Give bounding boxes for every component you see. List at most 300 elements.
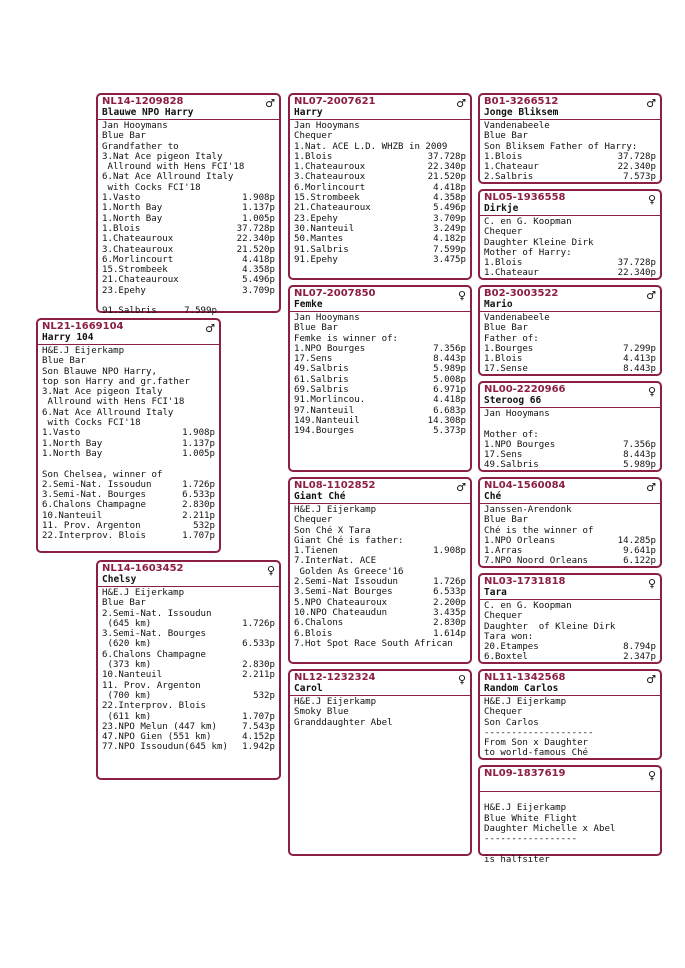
result-label: 47.NPO Gien (551 km) [102, 732, 212, 743]
card-header [290, 479, 470, 504]
result-label: 17.Sens [294, 354, 333, 365]
pigeon-name: Chelsy [102, 574, 137, 585]
info-line: Blue Bar [294, 323, 338, 334]
card-body [290, 696, 470, 728]
result-label: (700 km) [102, 690, 152, 701]
info-line: Jan Hooymans [102, 121, 168, 131]
result-row [294, 385, 466, 395]
ring-number: NL14-1209828 [102, 96, 184, 107]
result-label: 3.Semi-Nat Bourges [294, 587, 393, 598]
female-symbol-icon: ♀ [266, 564, 275, 577]
result-value: 6.533p [182, 490, 215, 501]
info-line: -------------------- [484, 727, 594, 738]
result-row [42, 439, 215, 449]
result-row [294, 245, 466, 255]
info-line: Allround with Hens FCI'18 [102, 162, 245, 173]
info-line [484, 844, 656, 854]
info-line: Chequer [294, 515, 333, 526]
result-row [294, 172, 466, 182]
result-label: 6.Morlincourt [102, 254, 174, 265]
result-label: 97.Nanteuil [294, 405, 355, 416]
card-body [290, 312, 470, 437]
result-value: 4.418p [433, 395, 466, 406]
pigeon-card-blauwe-npo-harry [96, 93, 281, 317]
result-row [102, 245, 275, 255]
pigeon-name: Jonge Bliksem [484, 107, 559, 118]
result-row [294, 214, 466, 224]
info-line: H&E.J Eijerkamp [484, 803, 567, 814]
result-value: 1.005p [242, 213, 275, 224]
info-line: C. en G. Koopman [484, 601, 572, 611]
info-line: 22.Interprov. Blois [102, 701, 207, 712]
result-row [294, 162, 466, 172]
result-value: 37.728p [427, 151, 466, 162]
result-row [294, 364, 466, 374]
pigeon-name: Carol [294, 683, 323, 694]
card-header [290, 95, 470, 120]
result-label: 1.Blois [484, 258, 523, 269]
result-label: 50.Mantes [294, 234, 344, 245]
result-label: 17.Sense [484, 364, 528, 375]
female-symbol-icon: ♀ [647, 769, 656, 782]
result-label: 6.Chalons Champagne [42, 500, 147, 511]
info-line: top son Harry and gr.father [42, 376, 190, 387]
pigeon-name: Femke [294, 299, 323, 310]
info-line: Blue Bar [484, 515, 528, 526]
result-row [102, 712, 275, 722]
result-label: 6.Boxtel [484, 652, 528, 663]
result-value: 22.340p [617, 268, 656, 279]
result-label: 6.Chalons [294, 618, 344, 629]
info-line [484, 793, 656, 803]
ring-number: NL03-1731818 [484, 576, 566, 587]
result-label: 11. Prov. Argenton [42, 521, 141, 532]
info-line: Chequer [484, 611, 523, 622]
result-row [42, 428, 215, 438]
result-value: 2.830p [242, 660, 275, 671]
result-label: 91.Epehy [294, 254, 338, 265]
result-label: 77.NPO Issoudun(645 km) [102, 742, 228, 753]
result-row [484, 258, 656, 268]
pigeon-name: Dirkje [484, 203, 519, 214]
info-line [102, 296, 275, 306]
result-row [102, 660, 275, 670]
info-line: 3.Semi-Nat. Bourges [102, 629, 207, 640]
pigeon-card-nl09-1837619 [478, 765, 662, 865]
result-row [294, 608, 466, 618]
info-line: 7.InterNat. ACE [294, 556, 377, 567]
ring-number: NL07-2007850 [294, 288, 376, 299]
result-row [294, 152, 466, 162]
result-label: 10.Nanteuil [42, 510, 103, 521]
result-row [294, 395, 466, 405]
result-value: 1.908p [242, 193, 275, 204]
result-label: 1.Vasto [102, 193, 141, 204]
pigeon-card-femke [288, 285, 472, 472]
result-row [42, 531, 215, 541]
result-row [294, 234, 466, 244]
result-label: 23.Epehy [294, 213, 338, 224]
result-row [484, 344, 656, 354]
result-row [484, 652, 656, 662]
result-value: 4.418p [242, 254, 275, 265]
result-row [294, 193, 466, 203]
info-line: 7.Hot Spot Race South African [294, 638, 453, 649]
card-body [480, 408, 660, 471]
result-value: 5.373p [433, 426, 466, 437]
info-line: Janssen-Arendonk [484, 505, 572, 515]
result-label: 1.North Bay [42, 448, 103, 459]
info-line: Ché is the winner of [484, 525, 594, 536]
result-value: 37.728p [236, 223, 275, 234]
result-row [102, 619, 275, 629]
info-line: Mother of Harry: [484, 247, 572, 258]
info-line: Son Bliksem Father of Harry: [484, 141, 638, 152]
ring-number: NL07-2007621 [294, 96, 376, 107]
result-row [102, 214, 275, 224]
result-value: 37.728p [617, 151, 656, 162]
result-row [484, 460, 656, 470]
result-row [484, 556, 656, 566]
result-value: 1.908p [182, 428, 215, 439]
result-value: 22.340p [617, 162, 656, 173]
result-row [102, 722, 275, 732]
info-line: Vandenabeele [484, 121, 550, 131]
result-value: 532p [193, 521, 215, 532]
result-label: 194.Bourges [294, 426, 355, 437]
result-label: 1.NPO Orleans [484, 535, 556, 546]
info-line: 91.Salbris 7.599p [102, 306, 217, 317]
pigeon-card-harry-104 [36, 318, 221, 553]
result-value: 22.340p [427, 162, 466, 173]
pigeon-name: Harry 104 [42, 332, 94, 343]
card-header [480, 479, 660, 504]
result-label: 1.North Bay [102, 213, 163, 224]
result-value: 8.443p [433, 354, 466, 365]
card-body [480, 312, 660, 375]
result-value: 7.599p [433, 244, 466, 255]
result-label: 1.Blois [102, 223, 141, 234]
info-line: Chequer [484, 707, 523, 718]
info-line: Blue Bar [484, 323, 528, 334]
card-header [480, 287, 660, 312]
result-value: 532p [253, 690, 275, 701]
card-header [480, 383, 660, 408]
card-body [480, 696, 660, 759]
pigeon-name: Random Carlos [484, 683, 559, 694]
result-value: 1.726p [242, 618, 275, 629]
info-line: Jan Hooymans [484, 409, 550, 419]
info-line: H&E.J Eijerkamp [294, 697, 377, 707]
result-row [294, 426, 466, 436]
result-row [294, 406, 466, 416]
male-symbol-icon: ♂ [646, 673, 656, 686]
result-value: 7.543p [242, 721, 275, 732]
result-value: 2.200p [433, 597, 466, 608]
info-line: Blue Bar [484, 131, 528, 142]
result-value: 7.356p [433, 343, 466, 354]
card-header [290, 671, 470, 696]
result-value: 7.573p [623, 172, 656, 183]
result-value: 1.707p [182, 531, 215, 542]
result-label: 17.Sens [484, 450, 523, 461]
result-value: 4.358p [433, 193, 466, 204]
result-row [484, 450, 656, 460]
info-line: Daughter Michelle x Abel [484, 823, 616, 834]
result-value: 2.830p [182, 500, 215, 511]
result-label: 91.Morlincou. [294, 395, 366, 406]
result-row [42, 511, 215, 521]
result-row [102, 265, 275, 275]
result-value: 6.683p [433, 405, 466, 416]
male-symbol-icon: ♂ [646, 97, 656, 110]
result-label: 15.Strombeek [102, 265, 168, 276]
result-label: 3.Semi-Nat. Bourges [42, 490, 147, 501]
info-line: Daughter of Kleine Dirk [484, 621, 616, 632]
pigeon-name: Blauwe NPO Harry [102, 107, 194, 118]
result-label: 1.Arras [484, 546, 523, 557]
pigeon-card-chelsy [96, 560, 281, 780]
result-row [102, 275, 275, 285]
result-row [484, 354, 656, 364]
result-label: 6.Morlincourt [294, 182, 366, 193]
card-body [480, 216, 660, 279]
result-value: 1.614p [433, 628, 466, 639]
pigeon-card-dirkje [478, 189, 662, 280]
info-line: Blue White Flight [484, 813, 578, 824]
info-line: Blue Bar [42, 356, 86, 367]
result-label: 5.NPO Chateauroux [294, 597, 388, 608]
info-line: Father of: [484, 333, 539, 344]
info-line: Blue Bar [102, 598, 146, 609]
info-line: with Cocks FCI'18 [42, 418, 141, 429]
info-line: Vandenabeele [484, 313, 550, 323]
result-row [102, 234, 275, 244]
info-line [42, 459, 215, 469]
pigeon-name: Ché [484, 491, 502, 502]
result-value: 1.707p [242, 711, 275, 722]
result-value: 2.211p [242, 670, 275, 681]
info-line: Tara won: [484, 631, 534, 642]
pigeon-card-che [478, 477, 662, 568]
result-label: 1.NPO Bourges [294, 343, 366, 354]
info-line: 3.Nat Ace pigeon Italy [42, 387, 163, 398]
result-value: 5.989p [433, 364, 466, 375]
result-label: 1.North Bay [102, 203, 163, 214]
result-label: 30.Nanteuil [294, 223, 355, 234]
info-line: Chequer [294, 131, 333, 142]
result-value: 8.443p [623, 450, 656, 461]
result-label: (611 km) [102, 711, 152, 722]
result-label: 23.NPO Melun (447 km) [102, 721, 217, 732]
female-symbol-icon: ♀ [457, 289, 466, 302]
result-label: 10.NPO Chateaudun [294, 607, 388, 618]
ring-number: NL14-1603452 [102, 563, 184, 574]
result-row [294, 203, 466, 213]
pigeon-card-tara [478, 573, 662, 664]
result-value: 7.356p [623, 439, 656, 450]
info-line: with Cocks FCI'18 [102, 182, 201, 193]
info-line: 2.Semi-Nat. Issoudun [102, 608, 212, 619]
info-line: From Son x Daughter [484, 738, 589, 749]
info-line: H&E.J Eijerkamp [294, 505, 377, 515]
result-value: 5.496p [433, 203, 466, 214]
card-body [480, 120, 660, 183]
info-line: Golden As Greece'16 [294, 566, 404, 577]
pigeon-card-jonge-bliksem [478, 93, 662, 184]
result-value: 6.533p [242, 639, 275, 650]
card-body [98, 120, 279, 317]
info-line: 3.Nat Ace pigeon Italy [102, 151, 223, 162]
result-row [42, 521, 215, 531]
result-value: 2.347p [623, 652, 656, 663]
result-row [294, 598, 466, 608]
ring-number: B01-3266512 [484, 96, 559, 107]
info-line: Son Ché X Tara [294, 525, 371, 536]
result-label: 2.Semi-Nat Issoudun [294, 577, 399, 588]
result-label: 23.Epehy [102, 285, 146, 296]
result-label: 1.Chateaur [484, 268, 539, 279]
result-value: 5.008p [433, 374, 466, 385]
card-header [480, 191, 660, 216]
info-line: Allround with Hens FCI'18 [42, 397, 185, 408]
female-symbol-icon: ♀ [457, 673, 466, 686]
result-row [294, 618, 466, 628]
result-row [102, 203, 275, 213]
result-label: 91.Salbris [294, 244, 349, 255]
result-row [102, 286, 275, 296]
result-label: 1.Blois [294, 151, 333, 162]
result-label: 49.Salbris [484, 460, 539, 471]
result-label: 1.Chateaur [484, 162, 539, 173]
card-header [98, 562, 279, 587]
result-row [294, 344, 466, 354]
result-label: 2.Semi-Nat. Issoudun [42, 479, 152, 490]
result-value: 5.989p [623, 460, 656, 471]
result-label: 1.Vasto [42, 428, 81, 439]
card-body [98, 587, 279, 753]
result-value: 1.726p [433, 577, 466, 588]
pigeon-card-harry [288, 93, 472, 280]
result-row [102, 639, 275, 649]
result-row [294, 416, 466, 426]
result-row [484, 546, 656, 556]
result-value: 6.971p [433, 385, 466, 396]
result-value: 1.137p [242, 203, 275, 214]
pigeon-card-random-carlos [478, 669, 662, 760]
result-label: 1.Bourges [484, 343, 534, 354]
result-row [102, 255, 275, 265]
info-line: H&E.J Eijerkamp [484, 697, 567, 707]
info-line: 6.Nat Ace Allround Italy [42, 407, 174, 418]
result-value: 4.413p [623, 354, 656, 365]
result-value: 1.908p [433, 546, 466, 557]
card-header [38, 320, 219, 345]
result-value: 5.496p [242, 275, 275, 286]
result-label: (373 km) [102, 660, 152, 671]
result-row [484, 172, 656, 182]
info-line: Blue Bar [102, 131, 146, 142]
card-body [290, 120, 470, 265]
info-line: C. en G. Koopman [484, 217, 572, 227]
result-label: 3.Chateauroux [294, 172, 366, 183]
result-row [102, 732, 275, 742]
card-header [480, 671, 660, 696]
card-body [480, 792, 660, 865]
result-label: 20.Etampes [484, 642, 539, 653]
info-line: H&E.J Eijerkamp [42, 346, 125, 356]
info-line: Chequer [484, 227, 523, 238]
result-value: 37.728p [617, 258, 656, 269]
result-label: 10.Nanteuil [102, 670, 163, 681]
pigeon-card-steroog-66 [478, 381, 662, 472]
result-row [484, 440, 656, 450]
info-line: ----------------- [484, 834, 578, 845]
info-line: Giant Ché is father: [294, 535, 404, 546]
result-value: 4.182p [433, 234, 466, 245]
info-line: Son Blauwe NPO Harry, [42, 366, 157, 377]
result-label: 21.Chateauroux [102, 275, 179, 286]
result-row [294, 375, 466, 385]
result-row [102, 193, 275, 203]
info-line: is halfsiter [484, 854, 550, 865]
card-header [480, 575, 660, 600]
result-value: 21.520p [427, 172, 466, 183]
result-row [294, 587, 466, 597]
info-line: Jan Hooymans [294, 313, 360, 323]
result-value: 1.942p [242, 742, 275, 753]
ring-number: NL21-1669104 [42, 321, 124, 332]
result-row [42, 480, 215, 490]
pigeon-name: Giant Ché [294, 491, 346, 502]
result-label: 2.Salbris [484, 172, 534, 183]
result-value: 3.709p [242, 285, 275, 296]
card-body [290, 504, 470, 649]
result-label: 7.NPO Noord Orleans [484, 556, 589, 567]
result-row [484, 268, 656, 278]
pigeon-card-carol [288, 669, 472, 856]
result-row [294, 354, 466, 364]
result-value: 3.709p [433, 213, 466, 224]
result-label: 1.Chateauroux [294, 162, 366, 173]
result-value: 8.794p [623, 642, 656, 653]
ring-number: B02-3003522 [484, 288, 559, 299]
result-label: (645 km) [102, 618, 152, 629]
info-line: Son Chelsea, winner of [42, 469, 163, 480]
result-row [102, 670, 275, 680]
result-row [42, 449, 215, 459]
info-line: to world-famous Ché [484, 748, 589, 759]
info-line: 6.Chalons Champagne [102, 649, 207, 660]
result-row [102, 742, 275, 752]
result-label: 69.Salbris [294, 385, 349, 396]
info-line: Son Carlos [484, 717, 539, 728]
result-label: 1.NPO Bourges [484, 439, 556, 450]
pigeon-name: Steroog 66 [484, 395, 542, 406]
result-value: 14.285p [617, 535, 656, 546]
result-value: 9.641p [623, 546, 656, 557]
result-label: 6.Blois [294, 628, 333, 639]
card-header [98, 95, 279, 120]
result-row [102, 691, 275, 701]
result-label: 1.Blois [484, 151, 523, 162]
result-label: 22.Interprov. Blois [42, 531, 147, 542]
result-label: 1.Chateauroux [102, 234, 174, 245]
ring-number: NL08-1102852 [294, 480, 376, 491]
result-value: 4.418p [433, 182, 466, 193]
result-row [294, 183, 466, 193]
pigeon-card-mario [478, 285, 662, 376]
